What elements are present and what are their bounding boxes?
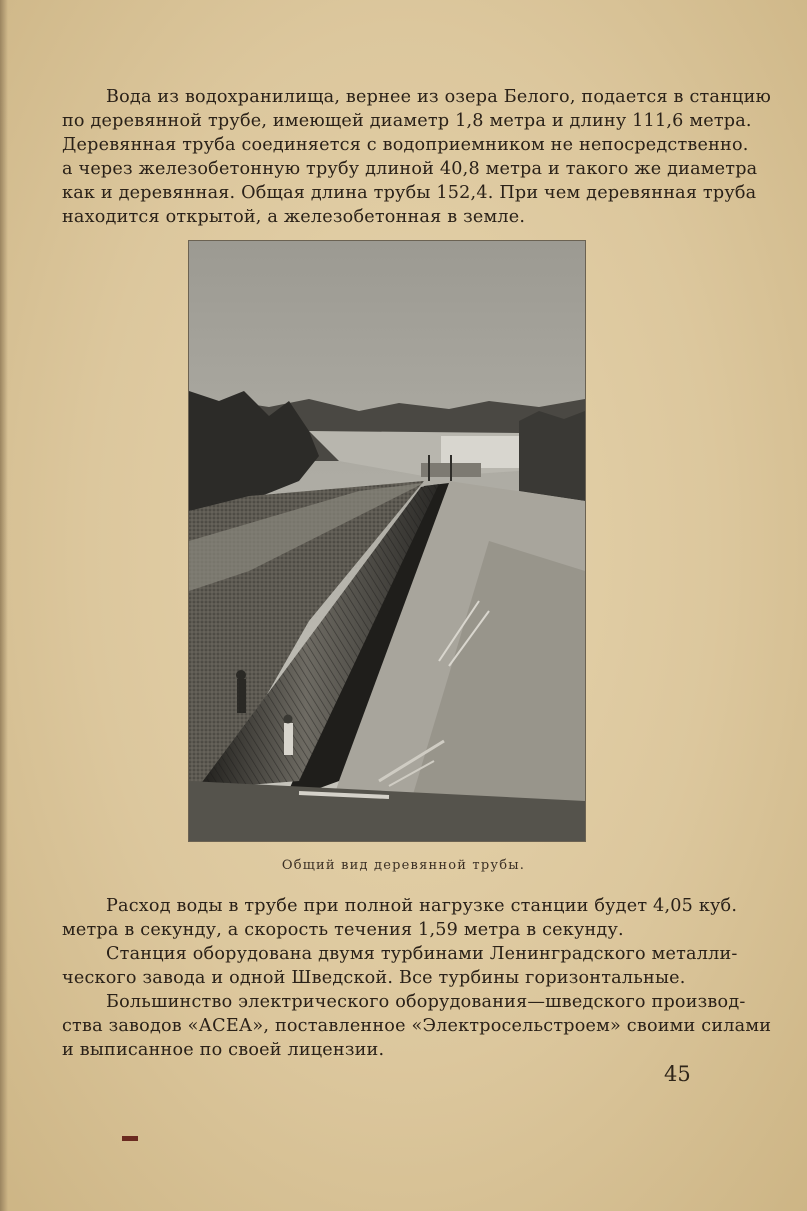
text-line: и выписанное по своей лицензии. xyxy=(62,1040,385,1060)
photo-illustration xyxy=(189,241,585,841)
text-line: Станция оборудована двумя турбинами Ленинградского металли- xyxy=(106,944,738,964)
paragraph-intake-pipe xyxy=(62,85,772,229)
text-line: Большинство электрического оборудования—шведского производ- xyxy=(106,992,746,1012)
text-line: по деревянной трубе, имеющей диаметр 1,8 метра и длину 111,6 метра. xyxy=(62,111,752,131)
text-line: как и деревянная. Общая длина трубы 152,4. При чем деревянная труба xyxy=(62,183,757,203)
text-line: ства заводов «АСЕА», поставленное «Электросельстроем» своими силами xyxy=(62,1016,772,1036)
paragraph-flow-rate xyxy=(62,894,738,942)
text-line: Деревянная труба соединяется с водоприемником не непосредственно. xyxy=(62,135,749,155)
paper-mark xyxy=(122,1136,138,1141)
text-line: Вода из водохранилища, вернее из озера Белого, подается в станцию xyxy=(106,87,772,107)
photo-wooden-pipe xyxy=(188,240,586,842)
text-line: метра в секунду, а скорость течения 1,59 метра в секунду. xyxy=(62,920,624,940)
text-line: а через железобетонную трубу длиной 40,8 метра и такого же диаметра xyxy=(62,159,758,179)
text-line: находится открытой, а железобетонная в земле. xyxy=(62,207,526,227)
page-edge-shadow xyxy=(0,0,8,1211)
text-line: ческого завода и одной Шведской. Все турбины горизонтальные. xyxy=(62,968,686,988)
paragraph-turbines xyxy=(62,942,738,990)
page-number: 45 xyxy=(664,1062,691,1086)
paragraph-equipment xyxy=(62,990,772,1062)
text-line: Расход воды в трубе при полной нагрузке станции будет 4,05 куб. xyxy=(106,896,738,916)
figure-caption: Общий вид деревянной трубы. xyxy=(281,858,526,873)
